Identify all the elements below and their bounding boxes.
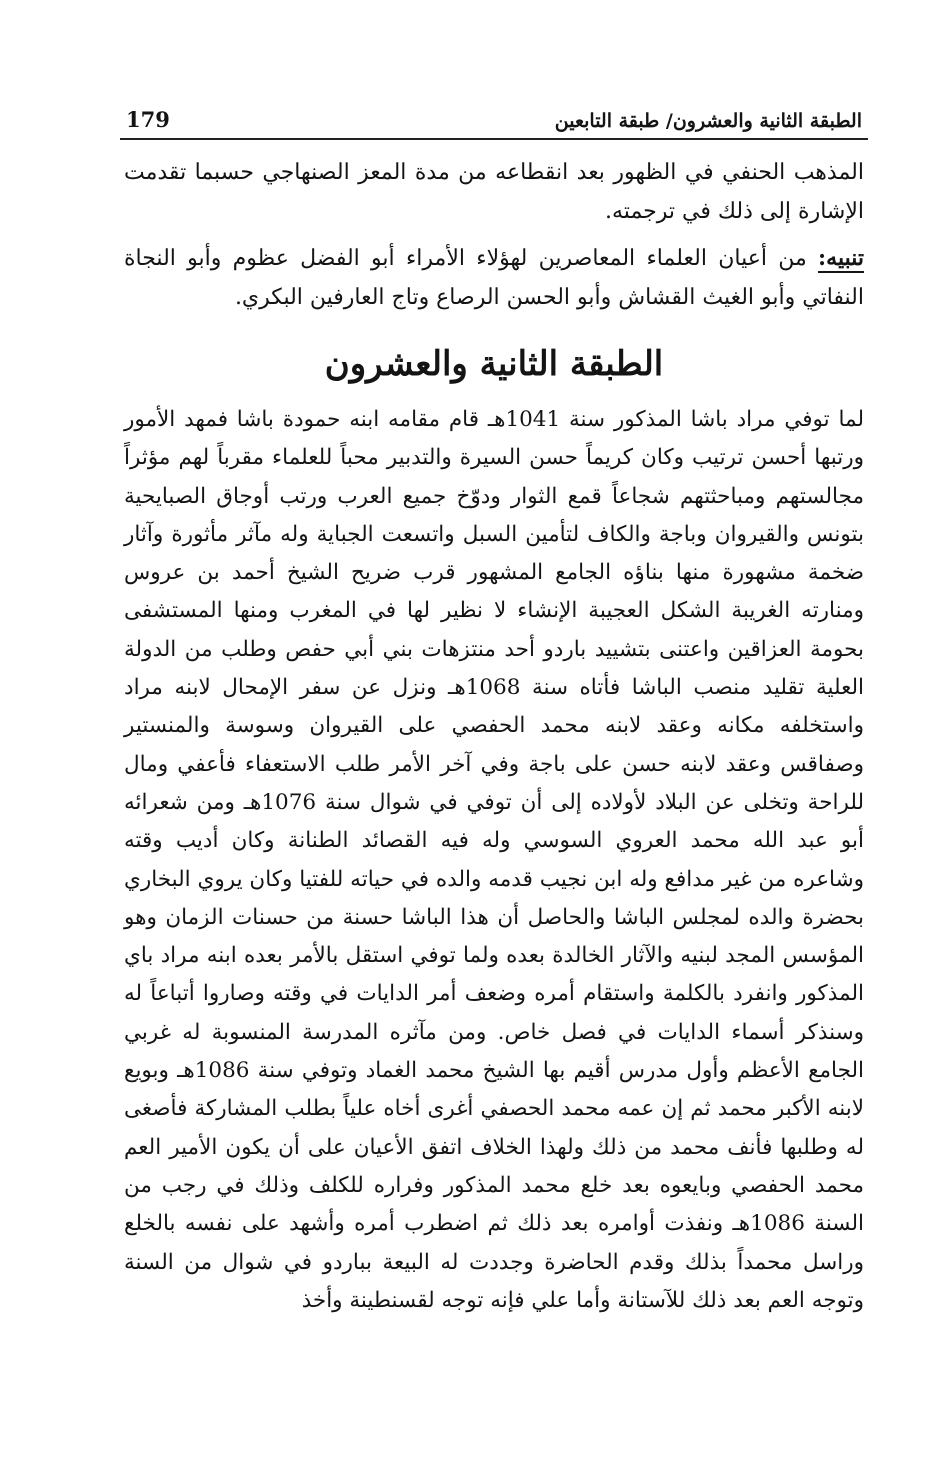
running-head	[120, 100, 868, 140]
note-label: تنبيه:	[818, 245, 864, 271]
note-paragraph	[120, 239, 868, 317]
intro-paragraph: المذهب الحنفي في الظهور بعد انقطاعه من مدة المعز الصنهاجي حسبما تقدمت الإشارة إلى ذلك في ترجمته.	[124, 160, 864, 224]
section-body: لما توفي مراد باشا المذكور سنة 1041هـ قام مقامه ابنه حمودة باشا فمهد الأمور ورتبها أحسن ترتيب وكان كريماً حسن السيرة والتدبير محباً للعلماء مقرباً لهم مؤثراً مجالستهم ومباحثتهم شجاعاً قمع الثوار ودوّخ جميع العرب ورتب أوجاق الصبايحية بتونس والقيروان وباجة والكاف لتأمين السبل واتسعت الجباية وله مآثر مأثورة وآثار ضخمة مشهورة منها بناؤه الجامع المشهور قرب ضريح الشيخ أحمد بن عروس ومنارته الغريبة الشكل العجيبة الإنشاء لا نظير لها في المغرب ومنها المستشفى بحومة العزاقين واعتنى بتشييد باردو أحد منتزهات بني أبي حفص وطلب من الدولة العلية تقليد منصب الباشا فأتاه سنة 1068هـ ونزل عن سفر الإمحال لابنه مراد واستخلفه مكانه وعقد لابنه محمد الحفصي على القيروان وسوسة والمنستير وصفاقس وعقد لابنه حسن على باجة وفي آخر الأمر طلب الاستعفاء فأعفي ومال للراحة وتخلى عن البلاد لأولاده إلى أن توفي في شوال سنة 1076هـ ومن شعرائه أبو عبد الله محمد العروي السوسي وله فيه القصائد الطنانة وكان أديب وقته وشاعره من غير مدافع وله ابن نجيب قدمه والده في حياته للفتيا وكان يروي البخاري بحضرة والده لمجلس الباشا والحاصل أن هذا الباشا حسنة من حسنات الزمان وهو المؤسس المجد لبنيه والآثار الخالدة بعده ولما توفي استقل بالأمر بعده ابنه مراد باي المذكور وانفرد بالكلمة واستقام أمره وضعف أمر الدايات في وقته وصاروا أتباعاً له وسنذكر أسماء الدايات في فصل خاص. ومن مآثره المدرسة المنسوبة له غربي الجامع الأعظم وأول مدرس أقيم بها الشيخ محمد الغماد وتوفي سنة 1086هـ وبويع لابنه الأكبر محمد ثم إن عمه محمد الحصفي أغرى أخاه علياً بطلب المشاركة فأصغى له وطلبها فأنف محمد من ذلك ولهذا الخلاف اتفق الأعيان على أن يكون الأمير العم محمد الحفصي وبايعوه بعد خلع محمد المذكور وفراره للكلف وذلك في رجب من السنة 1086هـ ونفذت أوامره بعد ذلك ثم اضطرب أمره وأشهد على نفسه بالخلع وراسل محمداً بذلك وقدم الحاضرة وجددت له البيعة بباردو في شوال من السنة وتوجه العم بعد ذلك للآستانة وأما علي فإنه توجه لقسنطينة وأخذ	[124, 407, 865, 1313]
note-text: من أعيان العلماء المعاصرين لهؤلاء الأمراء أبو الفضل عظوم وأبو النجاة النفاتي وأبو الغيث القشاش وأبو الحسن الرصاع وتاج العارفين البكري.	[124, 246, 864, 310]
page-number: 179	[126, 107, 170, 132]
running-title: الطبقة الثانية والعشرون/ طبقة التابعين	[554, 110, 862, 132]
book-page	[120, 100, 868, 1320]
section-heading: الطبقة الثانية والعشرون	[324, 344, 664, 384]
